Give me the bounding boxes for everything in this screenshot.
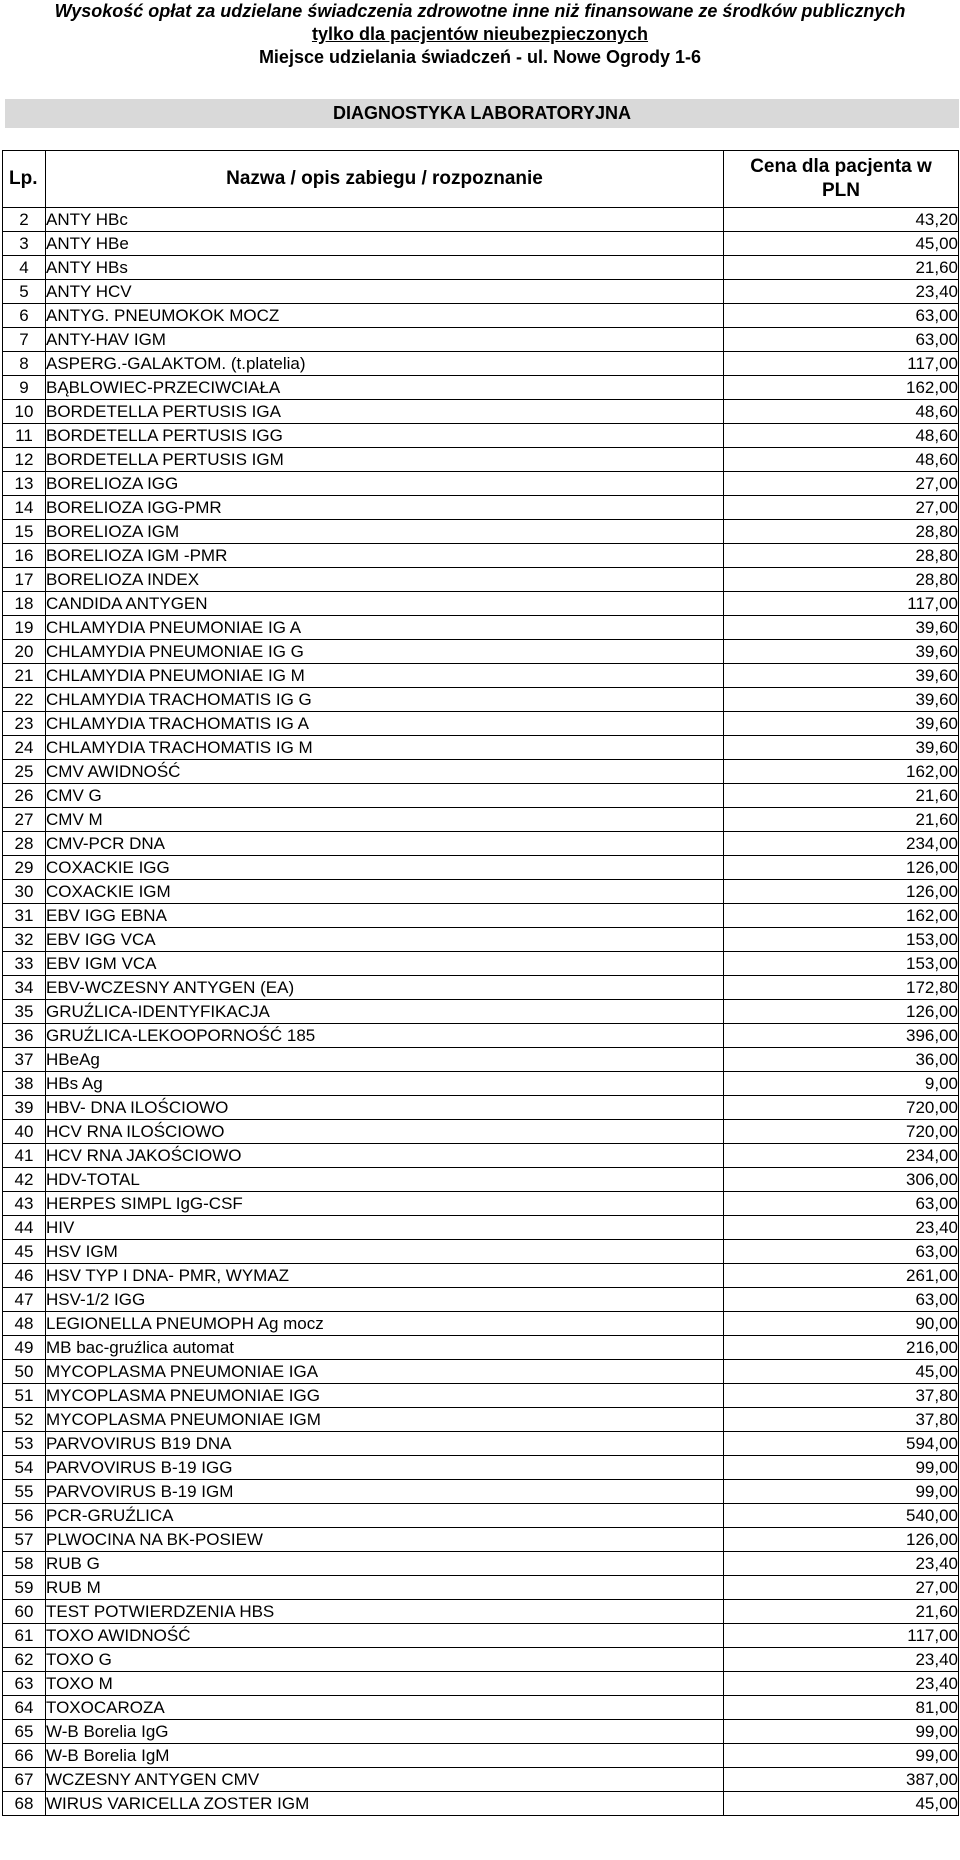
table-row [3, 1000, 959, 1024]
row-lp: 53 [3, 1432, 46, 1456]
row-price: 117,00 [724, 1624, 959, 1648]
row-name: CANDIDA ANTYGEN [46, 592, 724, 616]
row-price: 306,00 [724, 1168, 959, 1192]
table-row [3, 304, 959, 328]
row-lp: 52 [3, 1408, 46, 1432]
row-price: 99,00 [724, 1744, 959, 1768]
row-price: 39,60 [724, 640, 959, 664]
row-price: 48,60 [724, 424, 959, 448]
row-lp: 8 [3, 352, 46, 376]
row-lp: 48 [3, 1312, 46, 1336]
row-name: HSV-1/2 IGG [46, 1288, 724, 1312]
table-row [3, 1552, 959, 1576]
row-name: BORDETELLA PERTUSIS IGM [46, 448, 724, 472]
row-name: HDV-TOTAL [46, 1168, 724, 1192]
row-price: 63,00 [724, 1240, 959, 1264]
row-price: 126,00 [724, 1000, 959, 1024]
row-price: 21,60 [724, 1600, 959, 1624]
table-row [3, 1792, 959, 1816]
table-row [3, 1672, 959, 1696]
row-price: 39,60 [724, 688, 959, 712]
header-name: Nazwa / opis zabiegu / rozpoznanie [46, 151, 724, 208]
row-name: HBV- DNA ILOŚCIOWO [46, 1096, 724, 1120]
row-lp: 22 [3, 688, 46, 712]
row-lp: 40 [3, 1120, 46, 1144]
table-row [3, 352, 959, 376]
row-name: TOXO AWIDNOŚĆ [46, 1624, 724, 1648]
row-price: 45,00 [724, 232, 959, 256]
row-lp: 62 [3, 1648, 46, 1672]
document-header [0, 0, 960, 69]
table-row [3, 1576, 959, 1600]
row-name: CMV AWIDNOŚĆ [46, 760, 724, 784]
row-price: 126,00 [724, 880, 959, 904]
row-lp: 5 [3, 280, 46, 304]
row-price: 39,60 [724, 736, 959, 760]
table-row [3, 1480, 959, 1504]
row-price: 48,60 [724, 448, 959, 472]
row-name: HSV IGM [46, 1240, 724, 1264]
row-lp: 55 [3, 1480, 46, 1504]
row-price: 63,00 [724, 304, 959, 328]
row-lp: 38 [3, 1072, 46, 1096]
table-row [3, 976, 959, 1000]
row-name: ANTY-HAV IGM [46, 328, 724, 352]
row-name: PCR-GRUŹLICA [46, 1504, 724, 1528]
row-name: RUB G [46, 1552, 724, 1576]
table-row [3, 1144, 959, 1168]
table-row [3, 1264, 959, 1288]
row-lp: 31 [3, 904, 46, 928]
table-row [3, 1120, 959, 1144]
row-lp: 42 [3, 1168, 46, 1192]
row-price: 261,00 [724, 1264, 959, 1288]
row-name: EBV IGG VCA [46, 928, 724, 952]
row-lp: 50 [3, 1360, 46, 1384]
table-row [3, 832, 959, 856]
header-location: Miejsce udzielania świadczeń - ul. Nowe Ogrody 1-6 [258, 47, 702, 67]
table-row [3, 256, 959, 280]
row-name: BORELIOZA IGM -PMR [46, 544, 724, 568]
row-price: 99,00 [724, 1456, 959, 1480]
row-price: 28,80 [724, 568, 959, 592]
row-price: 23,40 [724, 1216, 959, 1240]
table-body [3, 208, 959, 1816]
row-lp: 54 [3, 1456, 46, 1480]
row-price: 28,80 [724, 544, 959, 568]
header-title: Wysokość opłat za udzielane świadczenia zdrowotne inne niż finansowane ze środków publicznych [54, 1, 906, 21]
row-price: 396,00 [724, 1024, 959, 1048]
row-name: PARVOVIRUS B-19 IGM [46, 1480, 724, 1504]
table-row [3, 1096, 959, 1120]
header-price-line2: PLN [822, 180, 860, 201]
row-lp: 6 [3, 304, 46, 328]
row-price: 39,60 [724, 712, 959, 736]
row-name: CMV-PCR DNA [46, 832, 724, 856]
table-row [3, 952, 959, 976]
price-table [2, 150, 959, 1816]
row-lp: 30 [3, 880, 46, 904]
row-price: 216,00 [724, 1336, 959, 1360]
row-name: CHLAMYDIA TRACHOMATIS IG A [46, 712, 724, 736]
table-row [3, 1696, 959, 1720]
row-name: MYCOPLASMA PNEUMONIAE IGG [46, 1384, 724, 1408]
row-name: ANTY HBs [46, 256, 724, 280]
table-row [3, 856, 959, 880]
table-row [3, 1024, 959, 1048]
table-row [3, 1240, 959, 1264]
row-name: HBs Ag [46, 1072, 724, 1096]
table-row [3, 1408, 959, 1432]
row-lp: 11 [3, 424, 46, 448]
table-row [3, 712, 959, 736]
row-price: 540,00 [724, 1504, 959, 1528]
row-lp: 4 [3, 256, 46, 280]
row-price: 45,00 [724, 1792, 959, 1816]
table-row [3, 424, 959, 448]
table-row [3, 784, 959, 808]
row-lp: 49 [3, 1336, 46, 1360]
row-name: W-B Borelia IgG [46, 1720, 724, 1744]
row-lp: 63 [3, 1672, 46, 1696]
row-lp: 59 [3, 1576, 46, 1600]
row-price: 27,00 [724, 472, 959, 496]
row-price: 37,80 [724, 1408, 959, 1432]
row-lp: 61 [3, 1624, 46, 1648]
row-price: 36,00 [724, 1048, 959, 1072]
row-price: 81,00 [724, 1696, 959, 1720]
table-row [3, 616, 959, 640]
table-row [3, 1720, 959, 1744]
table-row [3, 1624, 959, 1648]
row-lp: 37 [3, 1048, 46, 1072]
row-lp: 66 [3, 1744, 46, 1768]
table-row [3, 1648, 959, 1672]
table-row [3, 1168, 959, 1192]
table-row [3, 1456, 959, 1480]
row-lp: 43 [3, 1192, 46, 1216]
table-row [3, 1216, 959, 1240]
row-lp: 65 [3, 1720, 46, 1744]
row-lp: 25 [3, 760, 46, 784]
row-lp: 60 [3, 1600, 46, 1624]
row-name: BORELIOZA IGM [46, 520, 724, 544]
row-price: 153,00 [724, 952, 959, 976]
row-name: CHLAMYDIA PNEUMONIAE IG A [46, 616, 724, 640]
row-price: 21,60 [724, 784, 959, 808]
row-name: GRUŹLICA-LEKOOPORNOŚĆ 185 [46, 1024, 724, 1048]
row-price: 21,60 [724, 256, 959, 280]
row-name: MYCOPLASMA PNEUMONIAE IGM [46, 1408, 724, 1432]
row-price: 162,00 [724, 760, 959, 784]
row-name: CHLAMYDIA TRACHOMATIS IG M [46, 736, 724, 760]
row-name: HCV RNA ILOŚCIOWO [46, 1120, 724, 1144]
row-price: 28,80 [724, 520, 959, 544]
row-lp: 34 [3, 976, 46, 1000]
row-name: TEST POTWIERDZENIA HBS [46, 1600, 724, 1624]
table-row [3, 1744, 959, 1768]
row-lp: 3 [3, 232, 46, 256]
row-name: ANTY HBc [46, 208, 724, 232]
row-lp: 7 [3, 328, 46, 352]
row-name: CMV G [46, 784, 724, 808]
row-lp: 56 [3, 1504, 46, 1528]
row-price: 27,00 [724, 1576, 959, 1600]
row-lp: 67 [3, 1768, 46, 1792]
row-name: WIRUS VARICELLA ZOSTER IGM [46, 1792, 724, 1816]
row-price: 23,40 [724, 280, 959, 304]
row-price: 23,40 [724, 1552, 959, 1576]
row-price: 37,80 [724, 1384, 959, 1408]
row-price: 23,40 [724, 1648, 959, 1672]
row-name: BORDETELLA PERTUSIS IGG [46, 424, 724, 448]
row-lp: 17 [3, 568, 46, 592]
row-price: 162,00 [724, 376, 959, 400]
header-price-line1: Cena dla pacjenta w [750, 156, 932, 177]
section-title: DIAGNOSTYKA LABORATORYJNA [5, 99, 959, 128]
table-row [3, 280, 959, 304]
table-row [3, 232, 959, 256]
row-lp: 28 [3, 832, 46, 856]
row-lp: 68 [3, 1792, 46, 1816]
table-row [3, 760, 959, 784]
row-name: ANTY HCV [46, 280, 724, 304]
header-subtitle: tylko dla pacjentów nieubezpieczonych [311, 24, 649, 44]
row-name: BĄBLOWIEC-PRZECIWCIAŁA [46, 376, 724, 400]
row-price: 27,00 [724, 496, 959, 520]
row-name: CMV M [46, 808, 724, 832]
row-name: BORELIOZA INDEX [46, 568, 724, 592]
row-lp: 14 [3, 496, 46, 520]
row-name: HERPES SIMPL IgG-CSF [46, 1192, 724, 1216]
row-name: W-B Borelia IgM [46, 1744, 724, 1768]
row-price: 153,00 [724, 928, 959, 952]
row-name: BORDETELLA PERTUSIS IGA [46, 400, 724, 424]
header-price [724, 151, 959, 208]
row-lp: 64 [3, 1696, 46, 1720]
table-row [3, 1528, 959, 1552]
row-price: 234,00 [724, 832, 959, 856]
table-row [3, 472, 959, 496]
table-row [3, 520, 959, 544]
row-name: CHLAMYDIA PNEUMONIAE IG G [46, 640, 724, 664]
table-row [3, 400, 959, 424]
row-lp: 45 [3, 1240, 46, 1264]
row-price: 720,00 [724, 1120, 959, 1144]
row-name: BORELIOZA IGG-PMR [46, 496, 724, 520]
table-row [3, 880, 959, 904]
row-price: 117,00 [724, 592, 959, 616]
table-row [3, 640, 959, 664]
row-lp: 41 [3, 1144, 46, 1168]
row-lp: 39 [3, 1096, 46, 1120]
row-name: EBV IGG EBNA [46, 904, 724, 928]
table-row [3, 1432, 959, 1456]
row-price: 720,00 [724, 1096, 959, 1120]
row-lp: 9 [3, 376, 46, 400]
table-row [3, 1072, 959, 1096]
row-price: 387,00 [724, 1768, 959, 1792]
table-row [3, 328, 959, 352]
table-row [3, 1288, 959, 1312]
header-lp: Lp. [3, 151, 46, 208]
table-row [3, 1768, 959, 1792]
row-name: BORELIOZA IGG [46, 472, 724, 496]
row-lp: 51 [3, 1384, 46, 1408]
table-row [3, 928, 959, 952]
row-lp: 44 [3, 1216, 46, 1240]
row-lp: 2 [3, 208, 46, 232]
row-name: PARVOVIRUS B19 DNA [46, 1432, 724, 1456]
table-row [3, 1384, 959, 1408]
table-row [3, 376, 959, 400]
row-price: 63,00 [724, 1288, 959, 1312]
table-row [3, 592, 959, 616]
table-row [3, 496, 959, 520]
row-price: 45,00 [724, 1360, 959, 1384]
table-row [3, 544, 959, 568]
row-name: WCZESNY ANTYGEN CMV [46, 1768, 724, 1792]
row-name: TOXO M [46, 1672, 724, 1696]
table-row [3, 1312, 959, 1336]
row-lp: 10 [3, 400, 46, 424]
row-price: 23,40 [724, 1672, 959, 1696]
row-lp: 57 [3, 1528, 46, 1552]
row-lp: 15 [3, 520, 46, 544]
row-name: COXACKIE IGM [46, 880, 724, 904]
row-price: 43,20 [724, 208, 959, 232]
table-row [3, 688, 959, 712]
row-price: 234,00 [724, 1144, 959, 1168]
row-lp: 16 [3, 544, 46, 568]
row-price: 48,60 [724, 400, 959, 424]
row-name: HCV RNA JAKOŚCIOWO [46, 1144, 724, 1168]
row-price: 99,00 [724, 1480, 959, 1504]
row-name: COXACKIE IGG [46, 856, 724, 880]
table-row [3, 1336, 959, 1360]
table-row [3, 1600, 959, 1624]
table-row [3, 808, 959, 832]
row-name: ASPERG.-GALAKTOM. (t.platelia) [46, 352, 724, 376]
row-lp: 18 [3, 592, 46, 616]
row-lp: 20 [3, 640, 46, 664]
row-lp: 23 [3, 712, 46, 736]
row-lp: 12 [3, 448, 46, 472]
row-name: HBeAg [46, 1048, 724, 1072]
row-name: MB bac-gruźlica automat [46, 1336, 724, 1360]
row-lp: 58 [3, 1552, 46, 1576]
row-price: 63,00 [724, 328, 959, 352]
row-name: EBV-WCZESNY ANTYGEN (EA) [46, 976, 724, 1000]
table-row [3, 1192, 959, 1216]
row-name: PLWOCINA NA BK-POSIEW [46, 1528, 724, 1552]
row-price: 126,00 [724, 856, 959, 880]
row-name: CHLAMYDIA PNEUMONIAE IG M [46, 664, 724, 688]
table-row [3, 664, 959, 688]
row-name: LEGIONELLA PNEUMOPH Ag mocz [46, 1312, 724, 1336]
row-name: TOXOCAROZA [46, 1696, 724, 1720]
row-price: 90,00 [724, 1312, 959, 1336]
table-row [3, 904, 959, 928]
row-name: RUB M [46, 1576, 724, 1600]
row-lp: 26 [3, 784, 46, 808]
row-name: PARVOVIRUS B-19 IGG [46, 1456, 724, 1480]
row-name: ANTY HBe [46, 232, 724, 256]
row-lp: 19 [3, 616, 46, 640]
row-price: 39,60 [724, 616, 959, 640]
row-price: 172,80 [724, 976, 959, 1000]
row-price: 99,00 [724, 1720, 959, 1744]
row-lp: 33 [3, 952, 46, 976]
table-row [3, 1504, 959, 1528]
row-lp: 36 [3, 1024, 46, 1048]
row-price: 21,60 [724, 808, 959, 832]
row-lp: 21 [3, 664, 46, 688]
table-row [3, 448, 959, 472]
table-row [3, 736, 959, 760]
row-price: 126,00 [724, 1528, 959, 1552]
row-price: 162,00 [724, 904, 959, 928]
table-header-row [3, 151, 959, 208]
table-row [3, 568, 959, 592]
table-row [3, 208, 959, 232]
table-row [3, 1048, 959, 1072]
row-price: 594,00 [724, 1432, 959, 1456]
row-name: CHLAMYDIA TRACHOMATIS IG G [46, 688, 724, 712]
row-lp: 32 [3, 928, 46, 952]
row-price: 63,00 [724, 1192, 959, 1216]
row-price: 117,00 [724, 352, 959, 376]
row-name: HSV TYP I DNA- PMR, WYMAZ [46, 1264, 724, 1288]
row-lp: 47 [3, 1288, 46, 1312]
row-name: MYCOPLASMA PNEUMONIAE IGA [46, 1360, 724, 1384]
row-name: ANTYG. PNEUMOKOK MOCZ [46, 304, 724, 328]
table-row [3, 1360, 959, 1384]
row-price: 39,60 [724, 664, 959, 688]
row-price: 9,00 [724, 1072, 959, 1096]
row-lp: 13 [3, 472, 46, 496]
row-name: HIV [46, 1216, 724, 1240]
row-name: EBV IGM VCA [46, 952, 724, 976]
row-lp: 29 [3, 856, 46, 880]
row-lp: 27 [3, 808, 46, 832]
row-lp: 24 [3, 736, 46, 760]
row-name: GRUŹLICA-IDENTYFIKACJA [46, 1000, 724, 1024]
row-name: TOXO G [46, 1648, 724, 1672]
row-lp: 46 [3, 1264, 46, 1288]
row-lp: 35 [3, 1000, 46, 1024]
